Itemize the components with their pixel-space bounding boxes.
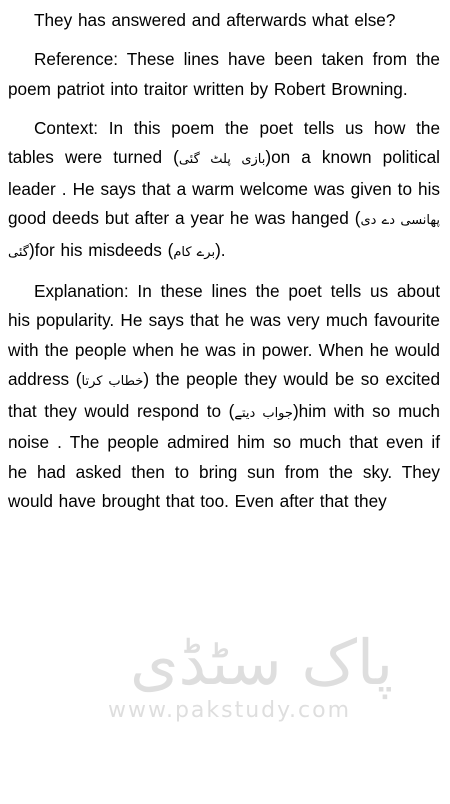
text-segment: )on a known political leader . He says that a warm welcome was given to his good deeds but after a year he was hanged ( (8, 147, 440, 228)
text-segment: Explanation: In these lines the poet tells us about his popularity. He says that he was very much favourite with the people when he was in power. When he would address ( (8, 280, 440, 389)
text-segment: ). (215, 239, 226, 260)
text-segment: ) the people they would be so excited that they would respond to ( (8, 369, 441, 421)
urdu-gloss: پھانسی دے دی گئی (8, 213, 440, 260)
paragraph-explanation (8, 277, 440, 517)
urdu-gloss: برے کام (173, 244, 216, 260)
urdu-gloss: بازی پلٹ گئی (178, 152, 266, 167)
text-segment: )him with so much noise . The people admired him so much that even if he had asked then to bring sun from the sky. They would have brought that too. Even after that they (8, 400, 440, 511)
watermark (100, 626, 400, 746)
paragraph-context (8, 114, 440, 268)
text-segment: Context: In this poem the poet tells us how the tables were turned ( (8, 117, 440, 167)
text-segment: Reference: These lines have been taken from the poem patriot into traitor written by Robert Browning. (8, 49, 440, 99)
urdu-gloss: جواب دیتے (234, 405, 293, 421)
watermark-logo: پاک سٹڈی (130, 626, 394, 699)
watermark-url: www.pakstudy.com (108, 698, 351, 723)
text-segment: They has answered and afterwards what else? (34, 10, 396, 30)
document-page (8, 6, 440, 526)
urdu-gloss: خطاب کرتا (81, 374, 144, 389)
paragraph-reference (8, 45, 440, 104)
paragraph-question (8, 6, 440, 36)
text-segment: )for his misdeeds ( (28, 239, 174, 260)
